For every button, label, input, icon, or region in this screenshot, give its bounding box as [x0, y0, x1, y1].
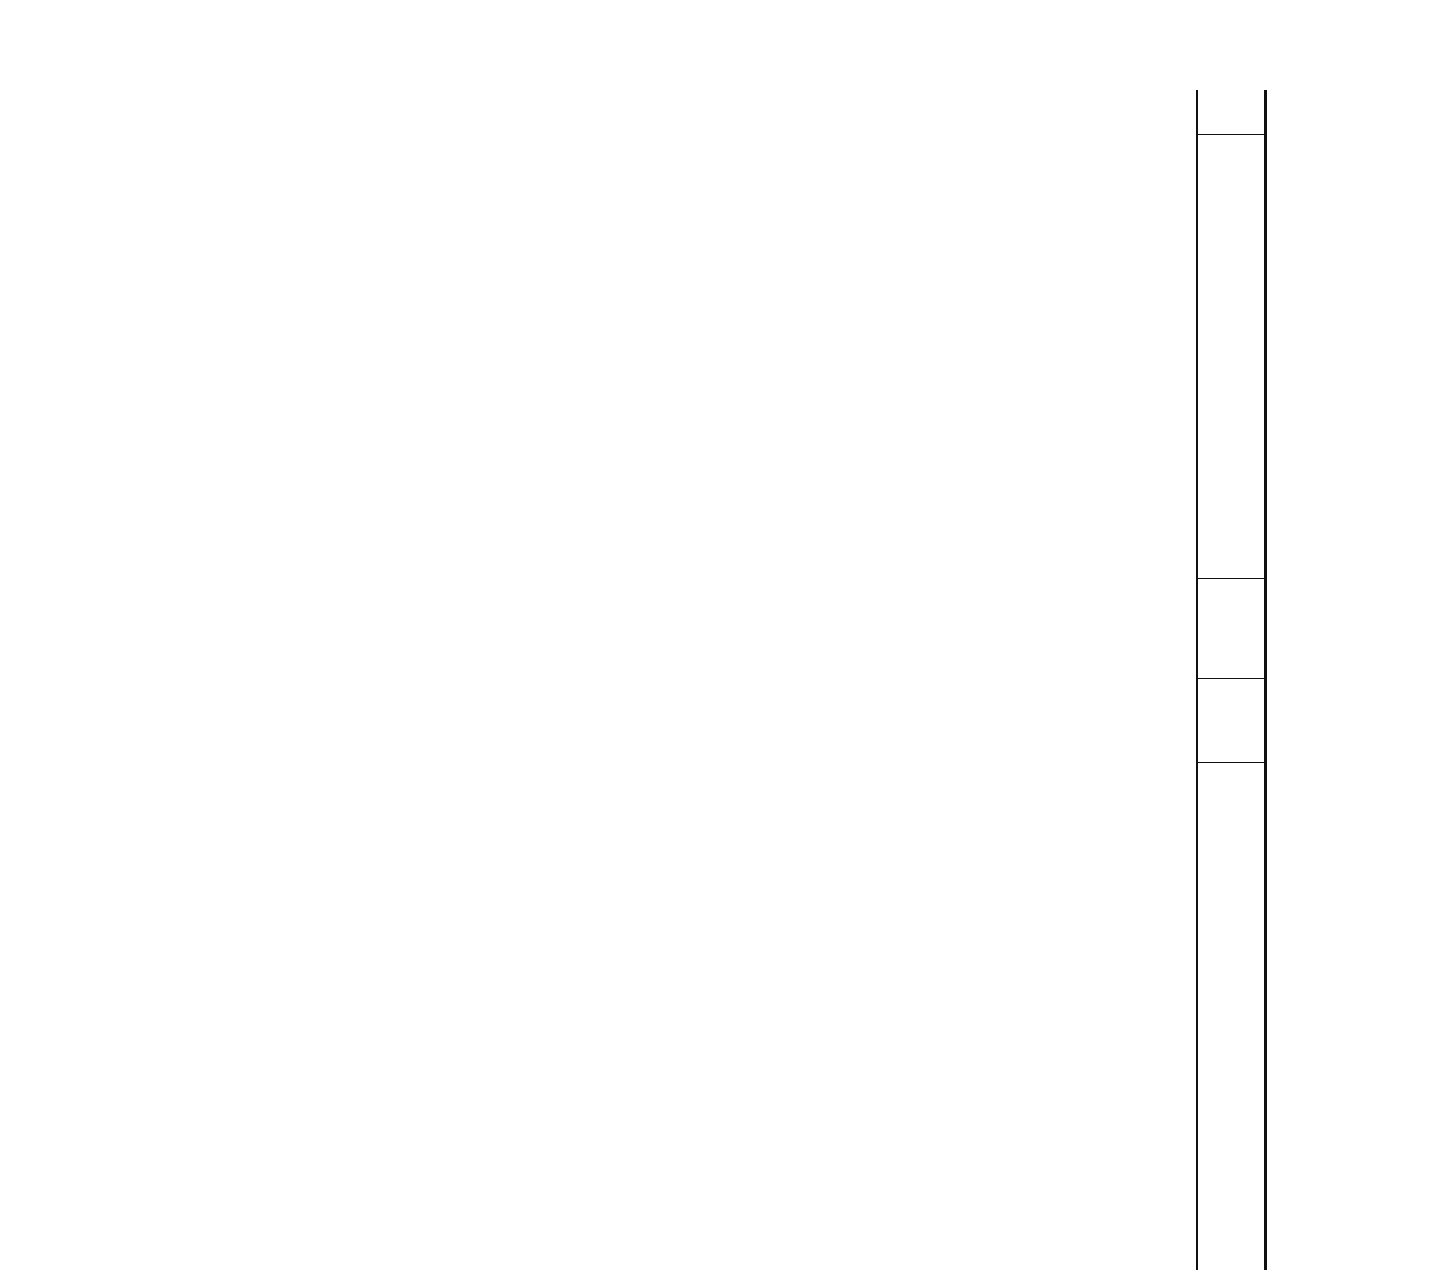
header-firma: [1198, 136, 1264, 576]
header-nr: [1198, 90, 1264, 132]
footer-credit: [6, 605, 22, 995]
header-bemerkungen: [1198, 764, 1264, 1264]
table-header: [1196, 90, 1267, 1270]
header-beteiligung: [1198, 680, 1264, 760]
header-kapital: [1198, 580, 1264, 676]
rotated-document-page: [127, 90, 1307, 910]
